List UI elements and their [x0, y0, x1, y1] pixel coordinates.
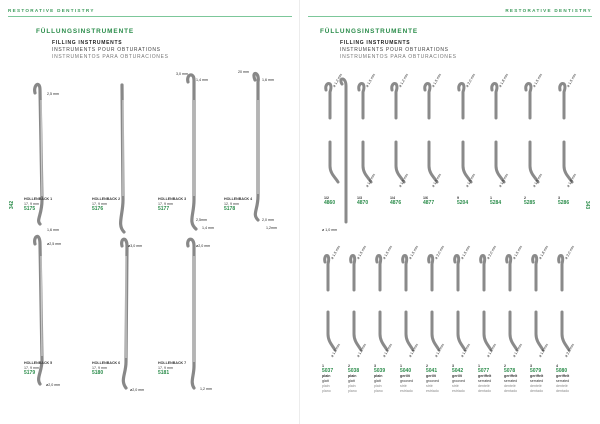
- finish-de: plain: [374, 374, 383, 378]
- finish-es: dentado: [478, 389, 491, 393]
- dim-label: ø 1,8 mm: [498, 72, 510, 88]
- instrument-tip: [484, 312, 491, 350]
- product-code: 5080: [556, 368, 568, 374]
- product-code: 5039: [374, 368, 386, 374]
- dim-label: ø 1,5 mm: [365, 72, 377, 88]
- finish-en: serrated: [530, 379, 544, 383]
- dim-label: 1,6 mm: [47, 228, 59, 232]
- product-label: HOLLENBACK 5 17, 9 mm 5179: [24, 361, 53, 376]
- product-size: 1/4: [390, 196, 395, 200]
- finish-es: estriado: [400, 389, 413, 393]
- finish-es: dentado: [504, 389, 517, 393]
- instrument-tip: [562, 312, 569, 350]
- dim-label: ø 1,5 mm: [431, 172, 443, 188]
- instrument-tip: [510, 312, 517, 350]
- product-size: 1: [400, 364, 402, 368]
- dim-label: ø2,0 mm: [46, 383, 61, 387]
- finish-de: plain: [322, 374, 331, 378]
- finish-en: serrated: [478, 379, 492, 383]
- instrument-tip: [507, 256, 511, 291]
- dim-label: ø 1,2 mm: [382, 342, 394, 358]
- product-label: [374, 364, 385, 394]
- instrument-tip: [425, 84, 430, 119]
- finish-fr: dentelé: [556, 384, 568, 388]
- instrument-tip: [560, 84, 565, 119]
- dim-label: ø 1,5 mm: [566, 72, 578, 88]
- product-label: [490, 196, 501, 206]
- dim-label: ø 1,5 mm: [408, 244, 420, 260]
- running-header: RESTORATIVE DENTISTRY: [505, 8, 592, 13]
- dim-label: ø 1,5 mm: [398, 172, 410, 188]
- instrument-tip: [359, 84, 364, 119]
- finish-en: glatt: [322, 379, 329, 383]
- instrument-tip: [328, 312, 335, 350]
- product-label: [400, 364, 413, 394]
- finish-en: glatt: [348, 379, 355, 383]
- finish-en: grooved: [400, 379, 413, 383]
- dim-label: ø 1,7 mm: [512, 342, 524, 358]
- dim-label: ø2,5 mm: [47, 242, 62, 246]
- product-label: [558, 196, 569, 206]
- product-code: 5040: [400, 368, 412, 374]
- instrument-tip: [392, 84, 397, 119]
- dim-label: ø 2,0 mm: [564, 244, 576, 260]
- finish-es: plano: [322, 389, 331, 393]
- product-code: 5079: [530, 368, 542, 374]
- dim-label: 20 mm: [238, 70, 249, 74]
- instrument-tip: [536, 312, 543, 350]
- instrument-tip: [455, 256, 459, 291]
- dim-label: ø 1,5 mm: [330, 244, 342, 260]
- finish-en: grooved: [452, 379, 465, 383]
- product-size: 1: [490, 196, 492, 200]
- finish-fr: dentelé: [478, 384, 490, 388]
- dim-label: ø 1,5 mm: [465, 172, 477, 188]
- subtitle-en: FILLING INSTRUMENTS: [340, 40, 411, 46]
- instrument-tip: [354, 312, 361, 350]
- product-size: 9: [457, 196, 459, 200]
- dim-label: ø 2,0 mm: [486, 244, 498, 260]
- subtitle-fr: INSTRUMENTS POUR OBTURATIONS: [52, 47, 161, 53]
- finish-de: geriffelt: [530, 374, 544, 378]
- instrument-tip: [458, 312, 465, 350]
- finish-fr: strié: [400, 384, 407, 388]
- product-code: 5285: [524, 200, 536, 206]
- instrument-tip: [377, 256, 381, 291]
- instrument-tip: [492, 84, 497, 119]
- dim-label: 1,6 mm: [262, 78, 274, 82]
- dim-label: ø 1,2 mm: [332, 72, 344, 88]
- dim-label: ø 1,0 mm: [322, 228, 338, 232]
- product-code: 5284: [490, 200, 502, 206]
- subtitle-en: FILLING INSTRUMENTS: [52, 40, 123, 46]
- finish-es: dentado: [530, 389, 543, 393]
- instrument-3: [188, 75, 196, 229]
- product-size: 2: [348, 364, 350, 368]
- product-code: 5204: [457, 200, 469, 206]
- product-label: [423, 196, 434, 206]
- subtitle-fr: INSTRUMENTS POUR OBTURATIONS: [340, 47, 449, 53]
- product-code: 5286: [558, 200, 570, 206]
- instrument-tip: [481, 256, 485, 291]
- product-code: 5038: [348, 368, 360, 374]
- dim-label: ø 1,7 mm: [434, 342, 446, 358]
- running-header: RESTORATIVE DENTISTRY: [8, 8, 95, 13]
- dim-label: ø2,0 mm: [196, 244, 211, 248]
- instrument-tip: [380, 312, 387, 350]
- product-size: 4: [556, 364, 558, 368]
- dim-label: ø 1,5 mm: [460, 342, 472, 358]
- dim-label: 2,5mm: [196, 218, 207, 222]
- dim-label: ø 1,5 mm: [532, 172, 544, 188]
- subtitle-es: INSTRUMENTOS PARA OBTURACIONES: [52, 54, 169, 60]
- product-code: 5042: [452, 368, 464, 374]
- product-code: 5037: [322, 368, 334, 374]
- product-label: HOLLENBACK 6 17, 9 mm 5180: [92, 361, 121, 376]
- instrument-tip: [533, 256, 537, 291]
- product-label: [556, 364, 569, 394]
- finish-de: gerillt: [426, 374, 436, 378]
- finish-es: plano: [374, 389, 383, 393]
- dim-label: ø 2,0 mm: [465, 72, 477, 88]
- finish-en: glatt: [374, 379, 381, 383]
- dim-label: ø 1,2 mm: [330, 342, 342, 358]
- instrument-7: [188, 239, 194, 388]
- finish-en: serrated: [556, 379, 570, 383]
- instrument-tip: [351, 256, 355, 291]
- product-label: [524, 196, 535, 206]
- product-code: 4870: [357, 200, 369, 206]
- finish-es: dentado: [556, 389, 569, 393]
- product-size: 1: [478, 364, 480, 368]
- section-title: FÜLLUNGSINSTRUMENTE: [320, 28, 419, 35]
- finish-de: gerillt: [452, 374, 462, 378]
- product-size: 2: [426, 364, 428, 368]
- page-number: 343: [584, 200, 591, 210]
- finish-fr: plain: [348, 384, 356, 388]
- product-label: [322, 364, 333, 394]
- product-size: 1/3: [357, 196, 362, 200]
- product-size: 3: [558, 196, 560, 200]
- product-label: [504, 364, 517, 394]
- dim-label: 2,0 mm: [262, 218, 274, 222]
- dim-label: ø 1,8 mm: [538, 244, 550, 260]
- dim-label: ø 1,2 mm: [356, 342, 368, 358]
- instrument-tip: [330, 142, 338, 182]
- page-number: 342: [9, 200, 16, 210]
- instrument-tip: [326, 84, 331, 119]
- product-label: [390, 196, 401, 206]
- right-page: [300, 0, 600, 424]
- product-code: 4876: [390, 200, 402, 206]
- product-label: HOLLENBACK 4 12, 9 mm 5178: [224, 197, 253, 212]
- product-label: HOLLENBACK 7 17, 9 mm 5181: [158, 361, 187, 376]
- dim-label: 1,4 mm: [202, 226, 214, 230]
- dim-label: ø 1,8 mm: [538, 342, 550, 358]
- instrument-tip: [526, 84, 531, 119]
- instrument-tip: [325, 256, 329, 291]
- dim-label: ø3,0 mm: [128, 244, 143, 248]
- dim-label: ø 1,0 mm: [365, 172, 377, 188]
- product-label: [357, 196, 368, 206]
- dim-label: ø2,0 mm: [130, 388, 145, 392]
- instrument-tip: [459, 84, 464, 119]
- product-label: [426, 364, 439, 394]
- instrument-tip: [559, 256, 563, 291]
- dim-label: 1,2mm: [266, 226, 277, 230]
- dim-label: ø 2,0 mm: [434, 244, 446, 260]
- product-size: 2: [504, 364, 506, 368]
- finish-es: plano: [348, 389, 357, 393]
- dim-label: ø 1,5 mm: [498, 172, 510, 188]
- dim-label: ø 1,5 mm: [408, 342, 420, 358]
- product-code: 4877: [423, 200, 435, 206]
- product-code: 5041: [426, 368, 438, 374]
- dim-label: 1,4 mm: [196, 78, 208, 82]
- product-size: 3: [452, 364, 454, 368]
- instrument-long: [341, 79, 346, 222]
- dim-label: ø 2,0 mm: [564, 342, 576, 358]
- section-title: FÜLLUNGSINSTRUMENTE: [36, 28, 135, 35]
- instrument-drawings-right: [300, 0, 600, 424]
- product-label: [324, 196, 335, 206]
- dim-label: ø 1,5 mm: [460, 244, 472, 260]
- product-label: [348, 364, 359, 394]
- finish-de: gerillt: [400, 374, 410, 378]
- product-code: 5077: [478, 368, 490, 374]
- finish-en: serrated: [504, 379, 518, 383]
- finish-fr: strié: [452, 384, 459, 388]
- product-label: HOLLENBACK 2 17, 9 mm 5176: [92, 197, 121, 212]
- subtitle-es: INSTRUMENTOS PARA OBTURACIONES: [340, 54, 457, 60]
- finish-fr: dentelé: [504, 384, 516, 388]
- finish-fr: plain: [322, 384, 330, 388]
- finish-en: grooved: [426, 379, 439, 383]
- instrument-tip: [432, 312, 439, 350]
- product-size: 1/2: [324, 196, 329, 200]
- finish-de: geriffelt: [504, 374, 518, 378]
- finish-fr: strié: [426, 384, 433, 388]
- dim-label: ø 1,5 mm: [512, 244, 524, 260]
- dim-label: ø 1,8 mm: [566, 172, 578, 188]
- dim-label: ø 1,5 mm: [356, 244, 368, 260]
- dim-label: 1,2 mm: [200, 387, 212, 391]
- dim-label: ø 1,5 mm: [532, 72, 544, 88]
- dim-label: ø 1,2 mm: [398, 72, 410, 88]
- product-label: [478, 364, 491, 394]
- dim-label: 3,0 mm: [176, 72, 188, 76]
- instrument-tip: [429, 256, 433, 291]
- product-size: 1: [322, 364, 324, 368]
- dim-label: ø 1,2 mm: [486, 342, 498, 358]
- dim-label: ø 1,5 mm: [431, 72, 443, 88]
- finish-de: geriffelt: [556, 374, 570, 378]
- product-label: [457, 196, 468, 206]
- finish-de: geriffelt: [478, 374, 492, 378]
- product-label: [530, 364, 543, 394]
- product-code: 5078: [504, 368, 516, 374]
- product-label: HOLLENBACK 1 17, 9 mm 5175: [24, 197, 53, 212]
- product-code: 4860: [324, 200, 336, 206]
- instrument-tip: [406, 312, 413, 350]
- product-label: [452, 364, 465, 394]
- dim-label: ø 1,5 mm: [382, 244, 394, 260]
- finish-fr: plain: [374, 384, 382, 388]
- product-size: 3: [530, 364, 532, 368]
- product-size: 2: [524, 196, 526, 200]
- finish-es: estriado: [452, 389, 465, 393]
- finish-es: estriado: [426, 389, 439, 393]
- finish-de: plain: [348, 374, 357, 378]
- product-label: HOLLENBACK 3 17, 9 mm 5177: [158, 197, 187, 212]
- product-size: 1/6: [423, 196, 428, 200]
- dim-label: 2,5 mm: [47, 92, 59, 96]
- finish-fr: dentelé: [530, 384, 542, 388]
- instrument-tip: [403, 256, 407, 291]
- product-size: 3: [374, 364, 376, 368]
